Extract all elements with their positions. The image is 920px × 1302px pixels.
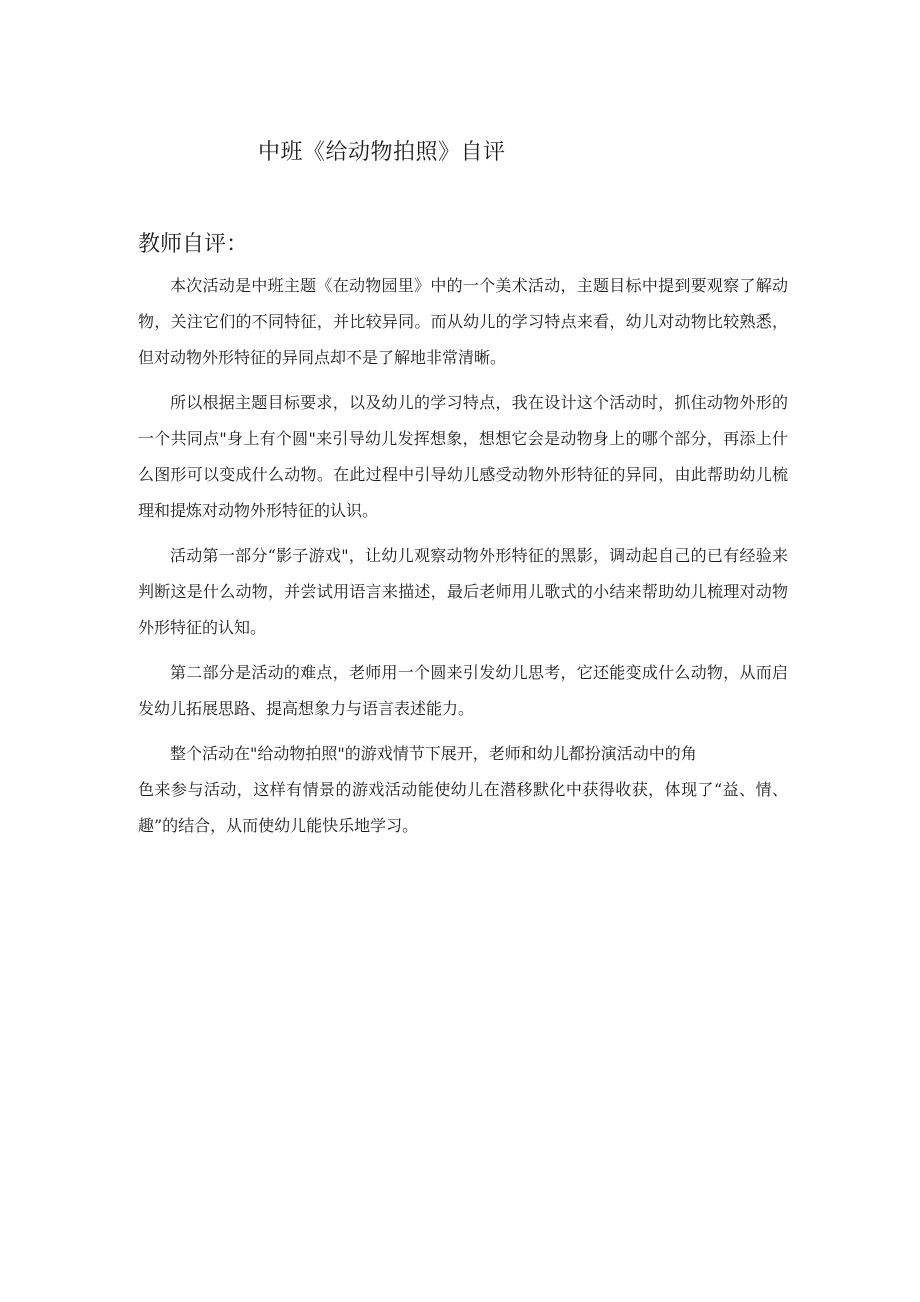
document-title: 中班《给动物拍照》自评 xyxy=(258,140,506,165)
paragraph: 第二部分是活动的难点，老师用一个圆来引发幼儿思考，它还能变成什么动物，从而启发幼儿拓展思路、提高想象力与语言表述能力。 xyxy=(138,663,788,718)
paragraph: 所以根据主题目标要求，以及幼儿的学习特点，我在设计这个活动时，抓住动物外形的一个共同点"身上有个圆"来引导幼儿发挥想象，想想它会是动物身上的哪个部分，再添上什么图形可以变成什么动物。在此过程中引导幼儿感受动物外形特征的异同，由此帮助幼儿梳理和提炼对动物外形特征的认识。 xyxy=(138,393,788,520)
paragraph: 色来参与活动，这样有情景的游戏活动能使幼儿在潜移默化中获得收获，体现了“益、情、趣”的结合，从而使幼儿能快乐地学习。 xyxy=(138,780,788,835)
section-heading: 教师自评： xyxy=(138,232,249,257)
paragraph: 活动第一部分“影子游戏"，让幼儿观察动物外形特征的黑影，调动起自己的已有经验来判断这是什么动物，并尝试用语言来描述，最后老师用儿歌式的小结来帮助幼儿梳理对动物外形特征的认知。 xyxy=(138,546,788,637)
paragraph: 本次活动是中班主题《在动物园里》中的一个美术活动，主题目标中提到要观察了解动物，关注它们的不同特征，并比较异同。而从幼儿的学习特点来看，幼儿对动物比较熟悉，但对动物外形特征的异同点却不是了解地非常清晰。 xyxy=(138,276,788,367)
paragraph: 整个活动在"给动物拍照"的游戏情节下展开，老师和幼儿都扮演活动中的角 xyxy=(170,744,697,763)
document-body xyxy=(138,268,788,853)
